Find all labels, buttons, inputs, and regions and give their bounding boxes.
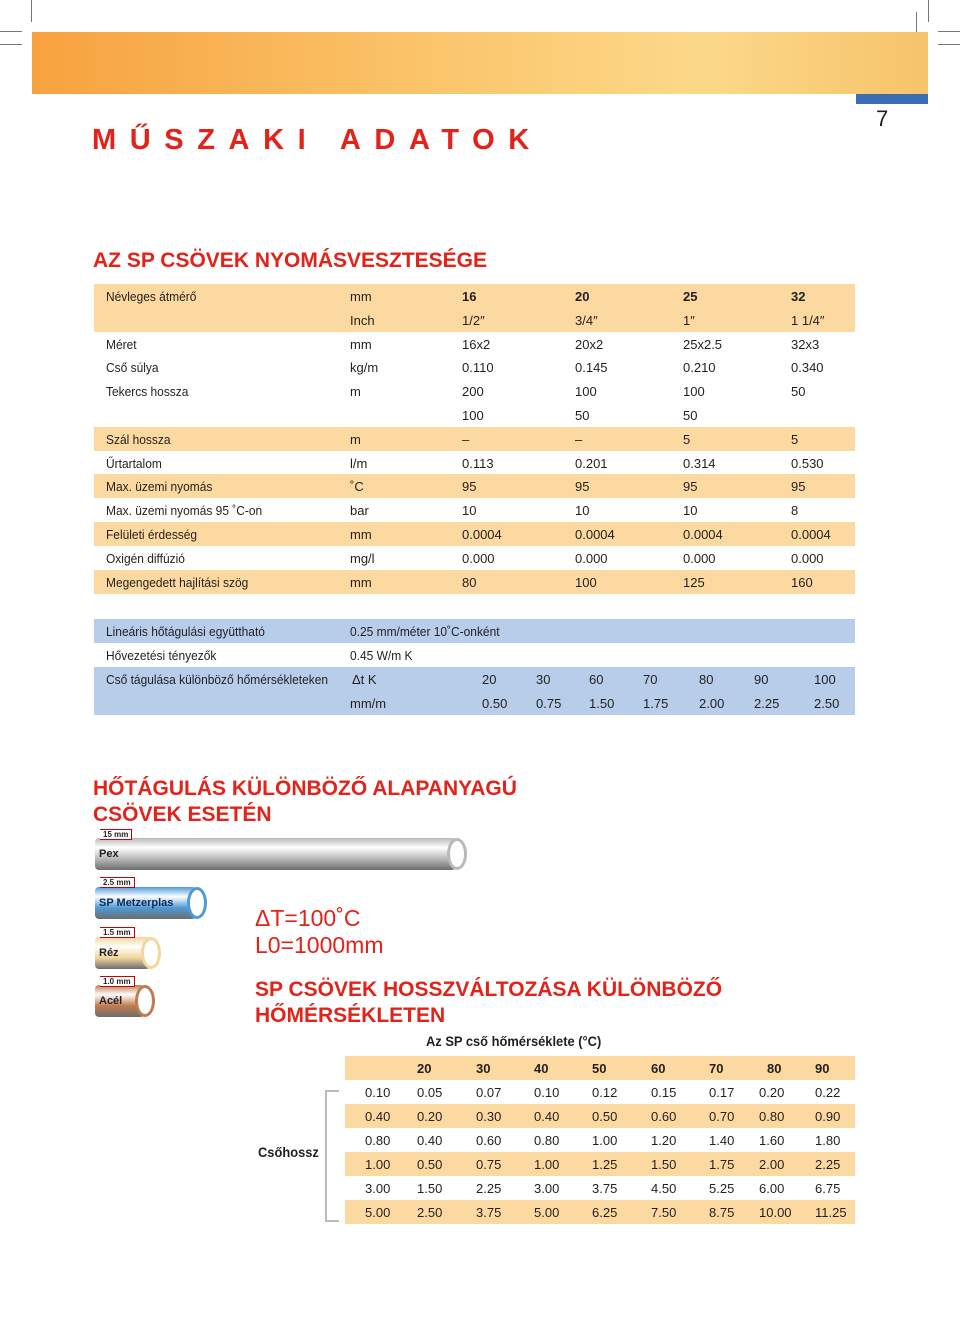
spec-row <box>94 570 855 594</box>
pipe-2 <box>95 887 207 919</box>
crop-mark <box>0 31 22 32</box>
spec-value: 0.110 <box>462 360 494 376</box>
spec-label: Űrtartalom <box>106 455 162 471</box>
length-change-value: 0.20 <box>417 1109 443 1124</box>
length-change-value: 5.25 <box>709 1181 735 1196</box>
spec-unit: bar <box>350 503 369 519</box>
mm-per-m-value: 2.25 <box>754 696 780 711</box>
wall-thickness-label: 2.5 mm <box>100 877 135 888</box>
spec-value: 25 <box>683 289 698 304</box>
wall-thickness-label: 1.0 mm <box>100 976 135 987</box>
spec-label: Méret <box>106 336 137 352</box>
pipe-length: 0.10 <box>365 1085 391 1100</box>
length-change-value: 3.75 <box>476 1205 502 1220</box>
spec-value: 95 <box>575 479 590 495</box>
length-change-value: 0.60 <box>476 1133 502 1148</box>
length-change-value: 0.07 <box>476 1085 502 1100</box>
expansion-label: Cső tágulása különböző hőmérsékleteken <box>106 672 329 687</box>
spec-label: Max. üzemi nyomás <box>106 479 213 495</box>
spec-row <box>94 332 855 356</box>
dt-value: 80 <box>699 672 714 687</box>
wall-thickness-label: 1.5 mm <box>100 927 135 938</box>
spec-unit: l/m <box>350 455 368 471</box>
linear-expansion-row <box>94 619 855 643</box>
spec-value: 100 <box>683 384 705 400</box>
spec-value: – <box>575 431 583 447</box>
spec-value: 0.000 <box>791 550 824 566</box>
spec-value: 20 <box>575 289 590 304</box>
length-row <box>345 1104 855 1128</box>
spec-value: 20x2 <box>575 336 604 352</box>
pipe-3 <box>95 937 161 969</box>
spec-value: 8 <box>791 503 799 519</box>
pipe-length: 5.00 <box>365 1205 391 1220</box>
length-change-value: 2.00 <box>759 1157 785 1172</box>
spec-value: 50 <box>575 408 590 423</box>
length-change-value: 0.50 <box>592 1109 618 1124</box>
spec-value: 95 <box>791 479 806 495</box>
length-change-value: 1.00 <box>534 1157 560 1172</box>
thermal-conductivity-label: Hővezetési tényezők <box>106 648 217 663</box>
length-change-value: 2.25 <box>815 1157 841 1172</box>
spec-label: Max. üzemi nyomás 95 ˚C-on <box>106 503 263 519</box>
temperature-header: 30 <box>476 1061 491 1076</box>
dt-value: 30 <box>536 672 551 687</box>
mm-per-m-value: 2.00 <box>699 696 725 711</box>
mm-per-m-label: mm/m <box>350 696 387 711</box>
temperature-header: 50 <box>592 1061 607 1076</box>
spec-unit: mm <box>350 527 372 542</box>
length-change-value: 3.75 <box>592 1181 618 1196</box>
crop-mark <box>31 0 32 22</box>
length-change-value: 6.25 <box>592 1205 618 1220</box>
mm-per-m-value: 0.50 <box>482 696 508 711</box>
spec-unit: mm <box>350 574 372 590</box>
mm-per-m-value: 0.75 <box>536 696 562 711</box>
length-change-value: 2.25 <box>476 1181 502 1196</box>
length-change-value: 0.30 <box>476 1109 502 1124</box>
temperature-header: 90 <box>815 1061 830 1076</box>
crop-mark <box>916 12 917 34</box>
spec-row <box>94 522 855 546</box>
length-change-value: 8.75 <box>709 1205 735 1220</box>
dt-value: 20 <box>482 672 497 687</box>
pipe-name: Pex <box>99 848 119 860</box>
spec-value: 0.000 <box>683 550 716 566</box>
length-change-value: 6.00 <box>759 1181 785 1196</box>
spec-label: Tekercs hossza <box>106 384 189 400</box>
spec-value: 1″ <box>683 312 695 328</box>
length-change-value: 1.00 <box>592 1133 618 1148</box>
spec-row <box>94 308 855 332</box>
spec-value: 1/2″ <box>462 312 485 328</box>
spec-row <box>94 403 855 427</box>
spec-row <box>94 427 855 451</box>
temperature-header: 20 <box>417 1061 432 1076</box>
dt-value: 60 <box>589 672 604 687</box>
pipe-name: Réz <box>99 947 119 959</box>
mm-per-m-value: 1.75 <box>643 696 669 711</box>
spec-label: Névleges átmérő <box>106 289 197 304</box>
spec-label: Oxigén diffúzió <box>106 550 185 566</box>
length-change-value: 0.80 <box>759 1109 785 1124</box>
spec-value: 3/4″ <box>575 312 598 328</box>
header-band <box>32 32 928 94</box>
spec-value: 50 <box>791 384 806 400</box>
linear-expansion-value: 0.25 mm/méter 10˚C-onként <box>350 624 500 639</box>
spec-value: 50 <box>683 408 698 423</box>
section-title-line2: HŐMÉRSÉKLETEN <box>255 1004 446 1027</box>
pipe-end <box>447 838 467 870</box>
spec-unit: m <box>350 384 361 400</box>
spec-value: 10 <box>575 503 590 519</box>
length-change-value: 5.00 <box>534 1205 560 1220</box>
pipe-4 <box>95 985 155 1017</box>
temperature-header-row <box>345 1056 855 1080</box>
spec-value: 0.113 <box>462 455 494 471</box>
section-title-line1: HŐTÁGULÁS KÜLÖNBÖZŐ ALAPANYAGÚ <box>93 777 517 800</box>
length-row <box>345 1128 855 1152</box>
crop-mark <box>928 0 929 22</box>
spec-value: 80 <box>462 574 477 590</box>
spec-value: 160 <box>791 574 813 590</box>
spec-value: 100 <box>575 384 597 400</box>
spec-value: – <box>462 431 470 447</box>
pipe-name: Acél <box>99 995 123 1007</box>
spec-value: 125 <box>683 574 705 590</box>
section-title-line2: CSÖVEK ESETÉN <box>93 803 272 826</box>
spec-label: Megengedett hajlítási szög <box>106 574 249 590</box>
length-change-value: 0.70 <box>709 1109 735 1124</box>
spec-value: 25x2.5 <box>683 336 723 352</box>
spec-value: 200 <box>462 384 484 400</box>
delta-t-label: ΔT=100˚C <box>255 905 361 931</box>
length-change-value: 0.40 <box>534 1109 560 1124</box>
spec-value: 0.314 <box>683 455 716 471</box>
temperature-header: 80 <box>767 1061 782 1076</box>
spec-value: 16 <box>462 289 477 304</box>
pipe-end <box>187 887 207 919</box>
spec-value: 5 <box>683 431 691 447</box>
length-change-value: 6.75 <box>815 1181 841 1196</box>
spec-label: Felületi érdesség <box>106 527 198 542</box>
spec-value: 32 <box>791 289 806 304</box>
page-tab <box>856 94 928 104</box>
length-change-value: 0.05 <box>417 1085 443 1100</box>
dt-value: 90 <box>754 672 769 687</box>
length-change-value: 0.50 <box>417 1157 443 1172</box>
length-change-value: 0.12 <box>592 1085 618 1100</box>
spec-value: 0.210 <box>683 360 716 376</box>
dt-value: 100 <box>814 672 836 687</box>
dt-label: Δt K <box>352 672 377 687</box>
length-change-value: 7.50 <box>651 1205 677 1220</box>
spec-value: 0.340 <box>791 360 824 376</box>
dt-value: 70 <box>643 672 658 687</box>
spec-row <box>94 355 855 379</box>
spec-value: 1 1/4″ <box>791 312 825 328</box>
spec-value: 0.000 <box>462 550 495 566</box>
thermal-conductivity-value: 0.45 W/m K <box>350 648 413 663</box>
length-change-value: 0.40 <box>417 1133 443 1148</box>
spec-unit: kg/m <box>350 360 379 376</box>
spec-value: 16x2 <box>462 336 491 352</box>
crop-mark <box>938 44 960 45</box>
pipe-name: SP Metzerplas <box>99 897 174 909</box>
length-change-value: 1.75 <box>709 1157 735 1172</box>
spec-unit: ˚C <box>350 479 364 495</box>
spec-unit: Inch <box>350 312 375 328</box>
section-title-pressure-loss: AZ SP CSÖVEK NYOMÁSVESZTESÉGE <box>93 249 488 272</box>
pipe-end <box>141 937 161 969</box>
page-title: MŰSZAKI ADATOK <box>92 124 543 156</box>
crop-mark <box>0 44 22 45</box>
section-title-length-change <box>255 977 722 1029</box>
length-change-value: 0.80 <box>534 1133 560 1148</box>
length-change-value: 4.50 <box>651 1181 677 1196</box>
length-change-value: 0.60 <box>651 1109 677 1124</box>
spec-value: 0.0004 <box>575 527 615 542</box>
thermal-conductivity-row <box>94 643 855 667</box>
length-change-value: 1.50 <box>417 1181 443 1196</box>
mm-per-m-value: 2.50 <box>814 696 840 711</box>
length-change-value: 0.20 <box>759 1085 785 1100</box>
length-change-value: 0.17 <box>709 1085 735 1100</box>
pipe-1 <box>95 838 467 870</box>
temperature-header: 60 <box>651 1061 666 1076</box>
temperature-header: 70 <box>709 1061 724 1076</box>
expansion-mm-row <box>94 691 855 715</box>
length-row <box>345 1176 855 1200</box>
spec-label: Szál hossza <box>106 431 171 447</box>
spec-value: 100 <box>575 574 597 590</box>
length-change-value: 0.22 <box>815 1085 841 1100</box>
mm-per-m-value: 1.50 <box>589 696 615 711</box>
length-change-value: 0.75 <box>476 1157 502 1172</box>
length-change-value: 1.50 <box>651 1157 677 1172</box>
spec-value: 5 <box>791 431 799 447</box>
spec-label: Cső súlya <box>106 360 159 376</box>
crop-mark <box>938 31 960 32</box>
bracket <box>325 1090 339 1222</box>
section-title-line1: SP CSÖVEK HOSSZVÁLTOZÁSA KÜLÖNBÖZŐ <box>255 978 723 1001</box>
length-row <box>345 1152 855 1176</box>
spec-value: 0.0004 <box>462 527 502 542</box>
length-change-value: 0.90 <box>815 1109 841 1124</box>
length-change-value: 2.50 <box>417 1205 443 1220</box>
spec-row <box>94 451 855 475</box>
spec-value: 0.000 <box>575 550 608 566</box>
spec-value: 32x3 <box>791 336 820 352</box>
spec-value: 95 <box>683 479 698 495</box>
spec-row <box>94 474 855 498</box>
length-row <box>345 1200 855 1224</box>
pipe-end <box>135 985 155 1017</box>
spec-value: 0.0004 <box>683 527 723 542</box>
spec-value: 10 <box>462 503 477 519</box>
spec-value: 0.145 <box>575 360 608 376</box>
spec-value: 0.0004 <box>791 527 831 542</box>
spec-row <box>94 284 855 308</box>
spec-value: 100 <box>462 408 484 423</box>
length-change-value: 11.25 <box>815 1205 847 1220</box>
page-number: 7 <box>876 106 889 131</box>
spec-unit: mg/l <box>350 550 375 566</box>
length-row <box>345 1080 855 1104</box>
temperature-header: 40 <box>534 1061 549 1076</box>
pipe-length: 1.00 <box>365 1157 391 1172</box>
spec-value: 0.201 <box>575 455 608 471</box>
length-change-value: 1.80 <box>815 1133 841 1148</box>
spec-value: 95 <box>462 479 477 495</box>
expansion-dt-row <box>94 667 855 691</box>
spec-value: 0.530 <box>791 455 824 471</box>
length-change-value: 1.20 <box>651 1133 677 1148</box>
length-change-value: 3.00 <box>534 1181 560 1196</box>
pipe-length-label: Csőhossz <box>258 1144 319 1160</box>
spec-value: 10 <box>683 503 698 519</box>
spec-unit: mm <box>350 336 372 352</box>
linear-expansion-label: Lineáris hőtágulási együttható <box>106 624 265 639</box>
section-title-thermal-expansion <box>93 776 517 828</box>
length-change-value: 1.25 <box>592 1157 618 1172</box>
spec-unit: m <box>350 431 361 447</box>
length-change-value: 0.15 <box>651 1085 677 1100</box>
l0-label: L0=1000mm <box>255 932 384 958</box>
pipe-length: 0.40 <box>365 1109 391 1124</box>
temperature-subtitle: Az SP cső hőmérséklete (°C) <box>426 1033 602 1049</box>
pipe-length: 0.80 <box>365 1133 391 1148</box>
spec-unit: mm <box>350 289 372 304</box>
spec-row <box>94 546 855 570</box>
length-change-value: 1.60 <box>759 1133 785 1148</box>
spec-row <box>94 498 855 522</box>
length-change-value: 0.10 <box>534 1085 560 1100</box>
spec-row <box>94 379 855 403</box>
length-change-value: 1.40 <box>709 1133 735 1148</box>
pipe-length: 3.00 <box>365 1181 391 1196</box>
wall-thickness-label: 15 mm <box>100 829 132 840</box>
length-change-value: 10.00 <box>759 1205 792 1220</box>
